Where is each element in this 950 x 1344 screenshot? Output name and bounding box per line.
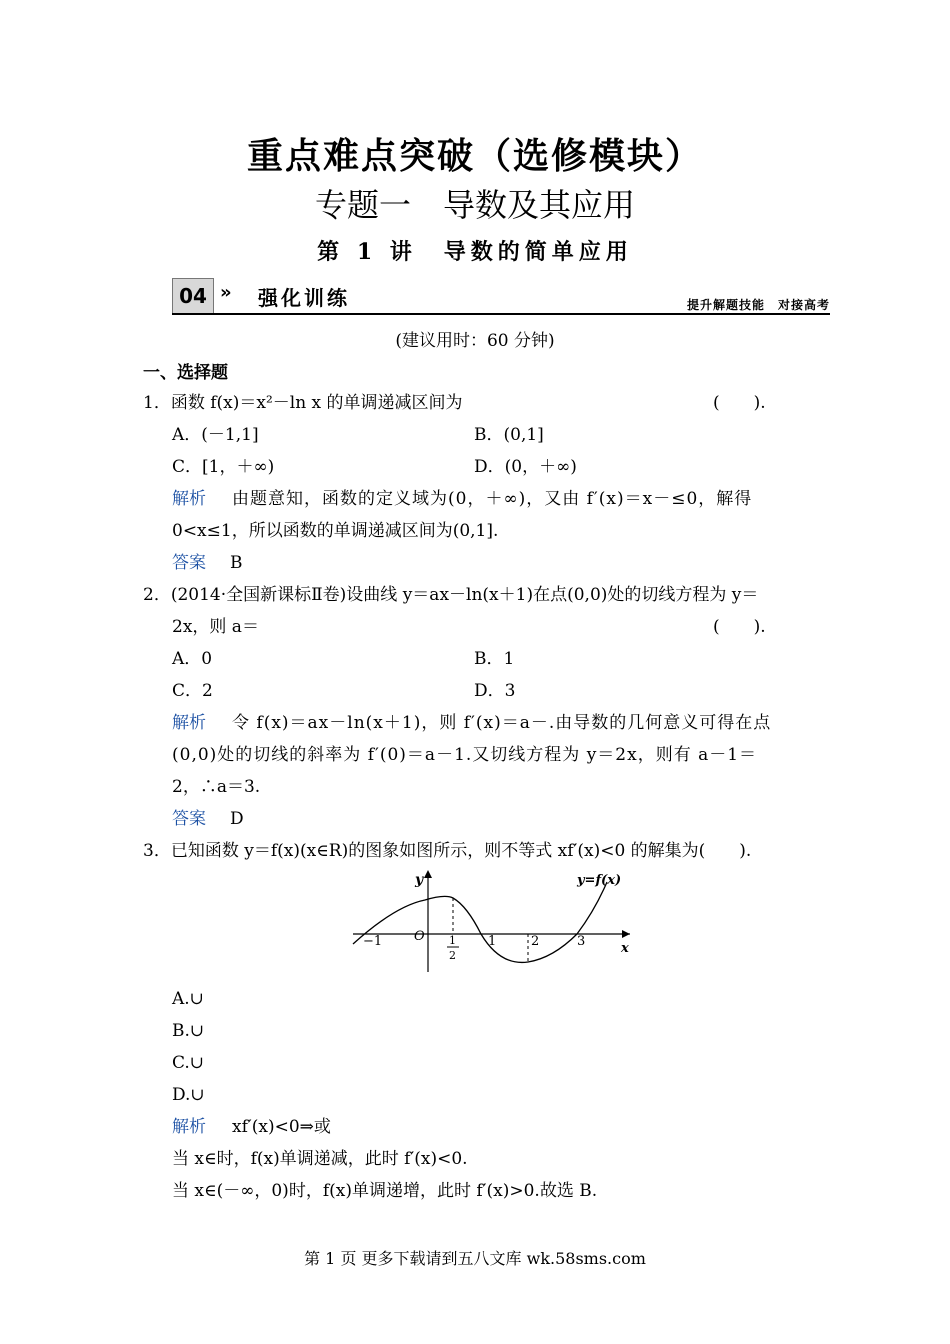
q1-solution-line2: 0<x≤1，所以函数的单调递减区间为(0,1]. [172, 521, 499, 541]
q2-solution-label: 解析 [172, 713, 206, 733]
tick-label: −1 [363, 934, 383, 949]
q3-option-d: D.∪ [172, 1085, 205, 1105]
q3-stem: 3．已知函数 y＝f(x)(x∈R)的图象如图所示，则不等式 xf′(x)<0 的解集为( ). [143, 841, 752, 861]
q3-solution-line1: xf′(x)<0⇒或 [232, 1117, 331, 1137]
banner-heading: 强化训练 [258, 286, 350, 310]
q3-solution-line2: 当 x∈时，f(x)单调递减，此时 f′(x)<0. [172, 1149, 468, 1169]
section-heading: 一、选择题 [143, 363, 228, 383]
time-note: (建议用时：60 分钟) [395, 331, 555, 351]
q3-option-a: A.∪ [172, 989, 204, 1009]
q2-stem-line2: 2x，则 a＝ [172, 617, 259, 637]
page-title: 重点难点突破（选修模块） [246, 136, 703, 177]
x-axis-label: x [621, 941, 629, 956]
origin-label: O [414, 929, 425, 944]
x-axis-arrow-icon [622, 930, 630, 938]
q2-stem-line1: 2．(2014·全国新课标Ⅱ卷)设曲线 y＝ax－ln(x＋1)在点(0,0)处的切线方程为 y＝ [143, 585, 759, 605]
q1-option-c: C．[1，＋∞) [172, 457, 275, 477]
q2-solution-line3: 2，∴a＝3. [172, 777, 261, 797]
y-axis-label: y [415, 872, 424, 888]
half-numerator: 1 [449, 934, 456, 947]
q2-option-b: B．1 [474, 649, 515, 669]
chevron-icon: » [220, 282, 232, 303]
page-footer: 第 1 页 更多下载请到五八文库 wk.58sms.com [304, 1249, 646, 1268]
q2-option-c: C．2 [172, 681, 213, 701]
banner-rule [172, 313, 830, 315]
function-graph [345, 866, 635, 976]
q1-option-a: A．(－1,1] [172, 425, 259, 445]
q1-paren: ( ). [713, 393, 766, 413]
q1-answer: B [230, 553, 243, 573]
tick-label: 1 [488, 934, 497, 949]
function-curve [353, 882, 607, 962]
banner-tagline: 提升解题技能 对接高考 [686, 298, 830, 312]
half-denominator: 2 [449, 949, 456, 962]
q1-answer-label: 答案 [172, 553, 206, 573]
q3-option-c: C.∪ [172, 1053, 205, 1073]
y-axis-arrow-icon [424, 870, 432, 878]
q1-solution-label: 解析 [172, 489, 206, 509]
section-banner [172, 278, 830, 316]
q1-option-b: B．(0,1] [474, 425, 544, 445]
lecture-title: 第 1 讲 导数的简单应用 [317, 239, 633, 265]
q1-solution-line1: 由题意知，函数的定义域为(0，＋∞)，又由 f′(x)＝x－≤0，解得 [232, 489, 753, 509]
q3-solution-label: 解析 [172, 1117, 206, 1137]
q1-option-d: D．(0，＋∞) [474, 457, 577, 477]
q2-option-a: A．0 [172, 649, 213, 669]
q2-paren: ( ). [713, 617, 766, 637]
q2-answer-label: 答案 [172, 809, 206, 829]
q2-solution-line2: (0,0)处的切线的斜率为 f′(0)＝a－1.又切线方程为 y＝2x，则有 a－1＝ [172, 745, 758, 765]
tick-label: 3 [577, 934, 586, 949]
q3-option-b: B.∪ [172, 1021, 205, 1041]
q2-option-d: D．3 [474, 681, 516, 701]
q2-solution-line1: 令 f(x)＝ax－ln(x＋1)，则 f′(x)＝a－.由导数的几何意义可得在点 [232, 713, 772, 733]
curve-label: y=f(x) [577, 873, 622, 888]
tick-label: 2 [531, 934, 540, 949]
q1-stem: 1．函数 f(x)＝x²－ln x 的单调递减区间为 [143, 393, 463, 413]
section-number-badge: 04 [172, 278, 214, 314]
q2-answer: D [230, 809, 244, 829]
topic-subtitle: 专题一 导数及其应用 [314, 186, 635, 224]
q3-solution-line3: 当 x∈(－∞，0)时，f(x)单调递增，此时 f′(x)>0.故选 B. [172, 1181, 598, 1201]
